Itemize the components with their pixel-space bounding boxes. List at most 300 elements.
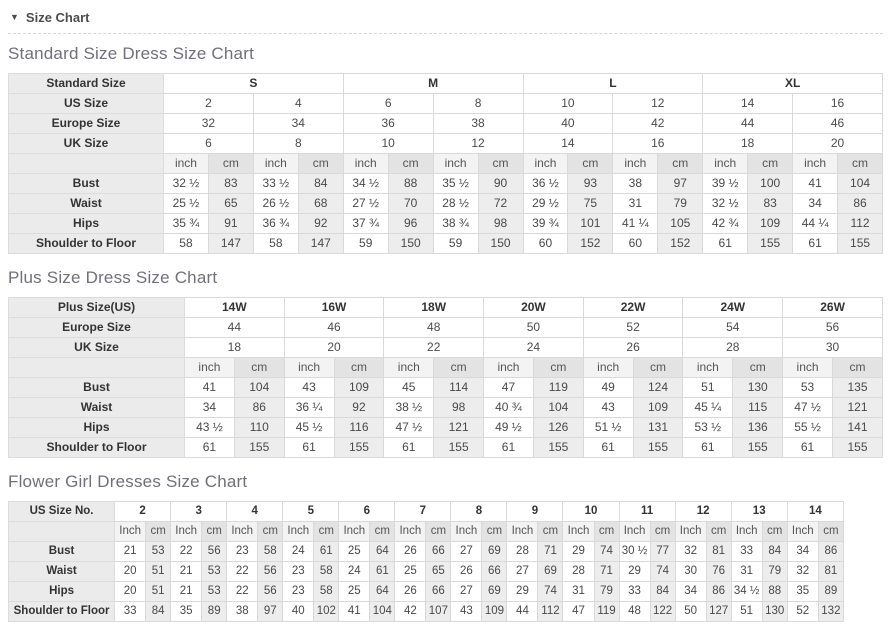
cell: 51 [146,582,171,602]
cell: 53 [202,582,227,602]
cell: 10 [523,94,613,114]
cell: 39 ¾ [523,214,568,234]
cell: 104 [370,602,395,622]
cell: 100 [748,174,793,194]
cell: Inch [283,522,314,542]
cell: 155 [733,438,783,458]
table-row [9,194,883,214]
cell: cm [533,358,583,378]
table-row [9,602,844,622]
table-row [9,438,883,458]
table-row [9,358,883,378]
cell: 29 [563,542,594,562]
table-row [9,502,844,522]
cell: 24 [339,562,370,582]
cell: 24 [283,542,314,562]
cell: 39 ½ [703,174,748,194]
cell: 40 ¾ [484,398,534,418]
cell: 10 [343,134,433,154]
cell: 45 ½ [284,418,334,438]
cell: 60 [613,234,658,254]
cell: 4 [253,94,343,114]
cell: 56 [202,542,227,562]
cell: cm [234,358,284,378]
cell: 51 [683,378,733,398]
cell: 88 [762,582,787,602]
cell: Inch [171,522,202,542]
size-chart-title: Size Chart [25,10,90,25]
cell: cm [426,522,451,542]
cell: 22 [227,562,258,582]
cell: 35 ½ [433,174,478,194]
cell: 16W [284,298,384,318]
cell: cm [258,522,283,542]
flower-girl-chart-title: Flower Girl Dresses Size Chart [8,472,248,491]
cell: 52 [787,602,818,622]
cell: Inch [787,522,818,542]
cell: M [343,74,523,94]
cell: 21 [171,562,202,582]
cell: 59 [433,234,478,254]
cell: 8 [451,502,507,522]
cell: 86 [838,194,883,214]
cell: 16 [613,134,703,154]
cell: Inch [451,522,482,542]
cell: 36 [343,114,433,134]
cell: 41 [339,602,370,622]
cell: 53 ½ [683,418,733,438]
cell: 46 [793,114,883,134]
cell: inch [613,154,658,174]
flower-girl-table [8,501,844,622]
cell: 21 [115,542,146,562]
cell: 40 [283,602,314,622]
cell: 155 [334,438,384,458]
row-label: Hips [9,214,164,234]
cell: 83 [208,174,253,194]
cell: 9 [507,502,563,522]
cell: 23 [283,582,314,602]
cell: 58 [164,234,209,254]
cell: cm [706,522,731,542]
cell: inch [384,358,434,378]
cell: 32 [787,562,818,582]
cell: 51 [146,562,171,582]
cell: 52 [583,318,683,338]
cell: 2 [115,502,171,522]
cell: 68 [298,194,343,214]
row-label [9,358,185,378]
cell: Inch [115,522,146,542]
cell: 105 [658,214,703,234]
cell: Inch [507,522,538,542]
table-row [9,214,883,234]
cell: 23 [283,562,314,582]
cell: 141 [832,418,882,438]
cell: cm [748,154,793,174]
cell: 135 [832,378,882,398]
cell: 109 [633,398,683,418]
cell: inch [683,358,733,378]
cell: 155 [832,438,882,458]
cell: inch [284,358,334,378]
cell: 61 [185,438,235,458]
cell: inch [703,154,748,174]
cell: 83 [748,194,793,214]
plus-size-table [8,297,883,458]
cell: 33 ½ [253,174,298,194]
cell: 53 [783,378,833,398]
cell: 16 [793,94,883,114]
cell: 81 [818,562,843,582]
table-row [9,154,883,174]
table-row [9,234,883,254]
cell: 61 [583,438,633,458]
cell: 38 ½ [384,398,434,418]
row-label: Hips [9,582,115,602]
cell: 45 [384,378,434,398]
cell: 34 [793,194,838,214]
table-row [9,298,883,318]
cell: 130 [762,602,787,622]
cell: 32 ½ [164,174,209,194]
cell: 28 ½ [433,194,478,214]
cell: XL [703,74,883,94]
cell: 6 [339,502,395,522]
cell: 53 [146,542,171,562]
cell: 4 [227,502,283,522]
cell: 84 [146,602,171,622]
cell: cm [832,358,882,378]
cell: 26 [395,542,426,562]
cell: 71 [594,562,619,582]
cell: 155 [234,438,284,458]
table-row [9,542,844,562]
cell: cm [434,358,484,378]
cell: 71 [538,542,563,562]
cell: cm [202,522,227,542]
cell: inch [583,358,633,378]
cell: 43 [583,398,633,418]
cell: Inch [675,522,706,542]
cell: 152 [658,234,703,254]
cell: 32 [164,114,254,134]
cell: 27 ½ [343,194,388,214]
row-label [9,522,115,542]
cell: 136 [733,418,783,438]
dashed-divider [8,33,883,34]
cell: 6 [343,94,433,114]
row-label: Shoulder to Floor [9,602,115,622]
cell: 74 [650,562,675,582]
cell: 70 [388,194,433,214]
cell: 34 ½ [343,174,388,194]
size-chart-toggle[interactable] [8,8,883,31]
table-row [9,522,844,542]
cell: cm [298,154,343,174]
table-row [9,582,844,602]
cell: 121 [832,398,882,418]
cell: 8 [433,94,523,114]
cell: 38 [613,174,658,194]
cell: 47 ½ [384,418,434,438]
cell: 26 ½ [253,194,298,214]
cell: 130 [733,378,783,398]
cell: 35 ¾ [164,214,209,234]
table-row [9,338,883,358]
cell: 77 [650,542,675,562]
cell: 40 [523,114,613,134]
cell: 74 [538,582,563,602]
cell: 58 [253,234,298,254]
cell: 32 [675,542,706,562]
cell: 109 [748,214,793,234]
cell: inch [164,154,209,174]
cell: 119 [533,378,583,398]
cell: 121 [434,418,484,438]
cell: 72 [478,194,523,214]
row-label: Standard Size [9,74,164,94]
cell: 49 [583,378,633,398]
cell: 88 [388,174,433,194]
cell: 25 [339,582,370,602]
cell: cm [633,358,683,378]
cell: 27 [451,582,482,602]
cell: 89 [818,582,843,602]
cell: 37 ¾ [343,214,388,234]
cell: 91 [208,214,253,234]
cell: 155 [633,438,683,458]
cell: 41 [185,378,235,398]
cell: 7 [395,502,451,522]
cell: 35 [171,602,202,622]
cell: 33 [619,582,650,602]
cell: 131 [633,418,683,438]
cell: Inch [563,522,594,542]
cell: cm [658,154,703,174]
cell: 10 [563,502,619,522]
standard-size-table [8,73,883,254]
cell: 32 ½ [703,194,748,214]
cell: 64 [370,542,395,562]
cell: 112 [538,602,563,622]
cell: 55 ½ [783,418,833,438]
cell: 34 [253,114,343,134]
cell: cm [538,522,563,542]
cell: 93 [568,174,613,194]
cell: 18 [703,134,793,154]
cell: inch [433,154,478,174]
cell: 66 [482,562,507,582]
cell: inch [523,154,568,174]
cell: 21 [171,582,202,602]
table-row [9,74,883,94]
cell: Inch [731,522,762,542]
cell: 61 [370,562,395,582]
row-label: Hips [9,418,185,438]
cell: 5 [283,502,339,522]
cell: 36 ½ [523,174,568,194]
cell: 38 [433,114,523,134]
cell: 61 [314,542,339,562]
cell: 64 [370,582,395,602]
cell: 20 [284,338,384,358]
cell: 61 [783,438,833,458]
cell: 26 [451,562,482,582]
table-row [9,418,883,438]
cell: 34 [185,398,235,418]
cell: 24W [683,298,783,318]
cell: 44 [507,602,538,622]
cell: 35 [787,582,818,602]
cell: 23 [227,542,258,562]
cell: 58 [314,582,339,602]
cell: 42 ¾ [703,214,748,234]
cell: 96 [388,214,433,234]
cell: 33 [731,542,762,562]
cell: 61 [284,438,334,458]
cell: 58 [258,542,283,562]
cell: 33 [115,602,146,622]
table-row [9,94,883,114]
row-label: Waist [9,194,164,214]
table-row [9,378,883,398]
cell: L [523,74,703,94]
cell: 66 [426,582,451,602]
cell: 150 [388,234,433,254]
cell: S [164,74,344,94]
cell: 25 [339,542,370,562]
row-label: UK Size [9,338,185,358]
cell: 20 [115,582,146,602]
cell: 61 [793,234,838,254]
cell: 115 [733,398,783,418]
cell: 24 [484,338,584,358]
cell: 61 [384,438,434,458]
cell: 74 [594,542,619,562]
cell: 8 [253,134,343,154]
cell: 28 [507,542,538,562]
cell: 112 [838,214,883,234]
cell: cm [314,522,339,542]
cell: 41 [793,174,838,194]
collapse-arrow-icon: ▼ [10,12,19,22]
cell: 84 [762,542,787,562]
cell: 41 ¼ [613,214,658,234]
cell: 46 [284,318,384,338]
row-label: US Size No. [9,502,115,522]
cell: 26 [395,582,426,602]
cell: 56 [783,318,883,338]
cell: 126 [533,418,583,438]
table-row [9,318,883,338]
cell: 86 [234,398,284,418]
cell: 44 [703,114,793,134]
cell: inch [185,358,235,378]
cell: 97 [258,602,283,622]
cell: 25 [395,562,426,582]
cell: 60 [523,234,568,254]
cell: cm [650,522,675,542]
cell: 152 [568,234,613,254]
cell: cm [818,522,843,542]
cell: 38 ¾ [433,214,478,234]
cell: 6 [164,134,254,154]
cell: 56 [258,582,283,602]
row-label: UK Size [9,134,164,154]
cell: 107 [426,602,451,622]
cell: 22 [171,542,202,562]
cell: 155 [434,438,484,458]
table-row [9,398,883,418]
cell: 45 ¼ [683,398,733,418]
cell: 81 [706,542,731,562]
cell: cm [733,358,783,378]
cell: 155 [838,234,883,254]
cell: 43 ½ [185,418,235,438]
row-label: Plus Size(US) [9,298,185,318]
cell: cm [370,522,395,542]
cell: 119 [594,602,619,622]
cell: 79 [762,562,787,582]
cell: 147 [208,234,253,254]
cell: 132 [818,602,843,622]
cell: 34 [787,542,818,562]
row-label: Waist [9,398,185,418]
cell: 29 [619,562,650,582]
cell: 27 [507,562,538,582]
cell: 31 [563,582,594,602]
cell: 104 [234,378,284,398]
cell: inch [253,154,298,174]
cell: 155 [748,234,793,254]
cell: Inch [395,522,426,542]
cell: 61 [484,438,534,458]
cell: 14 [787,502,843,522]
cell: 14 [523,134,613,154]
cell: 97 [658,174,703,194]
row-label: Waist [9,562,115,582]
row-label: Bust [9,174,164,194]
cell: cm [334,358,384,378]
cell: 14W [185,298,285,318]
cell: 2 [164,94,254,114]
cell: 11 [619,502,675,522]
cell: 26W [783,298,883,318]
cell: 54 [683,318,783,338]
cell: 101 [568,214,613,234]
cell: 98 [434,398,484,418]
cell: 3 [171,502,227,522]
cell: 65 [208,194,253,214]
cell: 43 [284,378,334,398]
cell: 75 [568,194,613,214]
cell: cm [388,154,433,174]
cell: 42 [613,114,703,134]
cell: 12 [675,502,731,522]
cell: 114 [434,378,484,398]
cell: 20 [115,562,146,582]
cell: 58 [314,562,339,582]
cell: inch [783,358,833,378]
cell: 13 [731,502,787,522]
cell: 43 [451,602,482,622]
cell: 79 [658,194,703,214]
cell: cm [146,522,171,542]
cell: 98 [478,214,523,234]
cell: 22 [384,338,484,358]
cell: 12 [613,94,703,114]
